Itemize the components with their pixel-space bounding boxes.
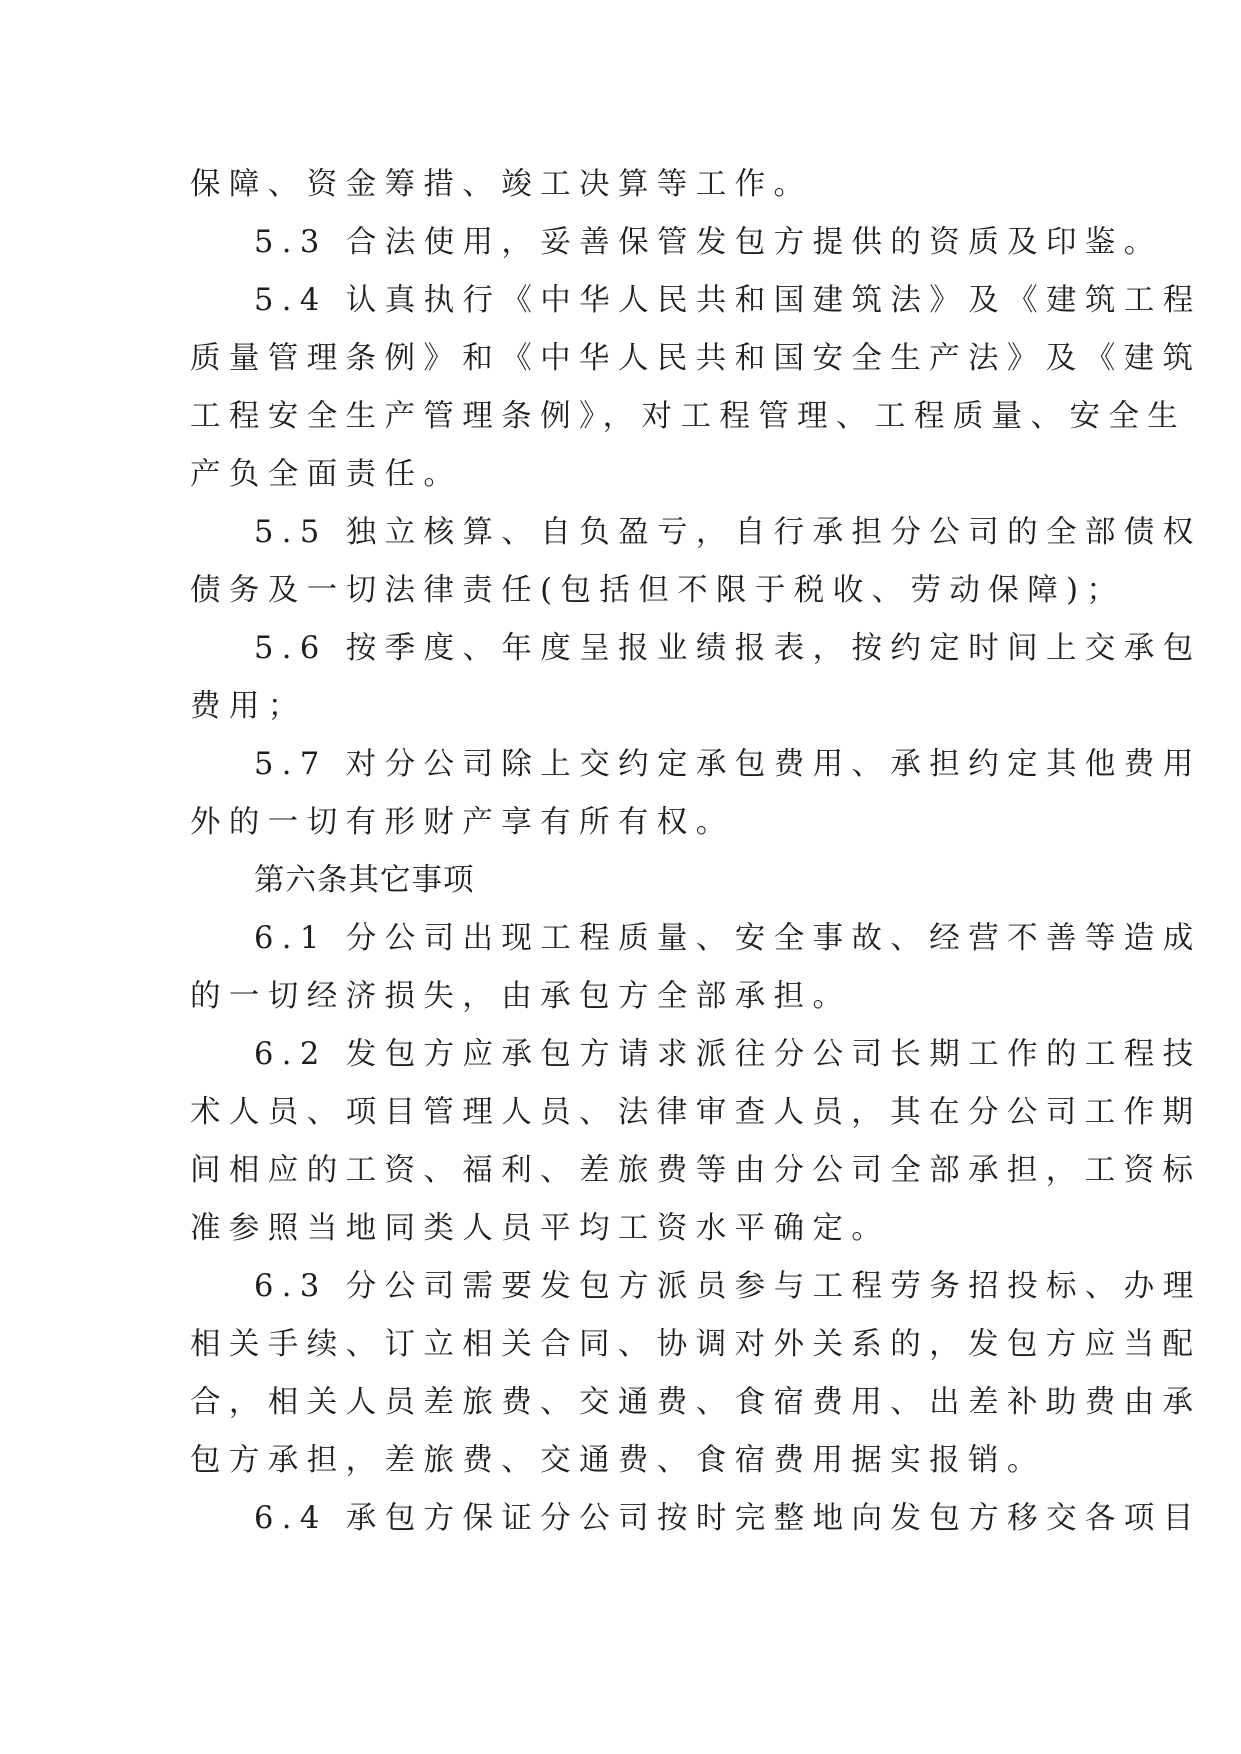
text-line: 5.7 对分公司除上交约定承包费用、承担约定其他费用: [254, 747, 1202, 782]
text-line: 外的一切有形财产享有所有权。: [190, 805, 735, 840]
paragraph-5-4: [190, 272, 1202, 330]
text-line: 6.2 发包方应承包方请求派往分公司长期工作的工程技: [254, 1037, 1202, 1072]
section-heading-6: [190, 852, 1050, 910]
text-line: 工程安全生产管理条例》，对工程管理、工程质量、安全生: [190, 399, 1187, 434]
text-line: 间相应的工资、福利、差旅费等由分公司全部承担，工资标: [190, 1153, 1202, 1188]
text-line: 6.1 分公司出现工程质量、安全事故、经营不善等造成: [254, 921, 1202, 956]
text-line: 6.3 分公司需要发包方派员参与工程劳务招投标、办理: [254, 1269, 1202, 1304]
paragraph-6-4: [190, 1490, 1202, 1548]
paragraph-6-2-cont: [190, 1084, 1202, 1258]
text-line: 的一切经济损失，由承包方全部承担。: [190, 979, 852, 1014]
document-body: [190, 156, 1202, 1548]
paragraph-5-5-cont: [190, 562, 1126, 620]
text-line: 术人员、项目管理人员、法律审查人员，其在分公司工作期: [190, 1095, 1202, 1130]
text-line: 债务及一切法律责任(包括但不限于税收、劳动保障)；: [190, 573, 1126, 608]
text-line: 相关手续、订立相关合同、协调对外关系的，发包方应当配: [190, 1327, 1202, 1362]
text-line: 5.3 合法使用，妥善保管发包方提供的资质及印鉴。: [254, 225, 1163, 260]
text-line: 6.4 承包方保证分公司按时完整地向发包方移交各项目: [254, 1501, 1202, 1536]
text-line: 合，相关人员差旅费、交通费、食宿费用、出差补助费由承: [190, 1385, 1202, 1420]
text-line: 5.5 独立核算、自负盈亏，自行承担分公司的全部债权: [254, 515, 1202, 550]
text-line: 产负全面责任。: [190, 457, 463, 492]
text-line: 包方承担，差旅费、交通费、食宿费用据实报销。: [190, 1443, 1046, 1478]
paragraph-5-6-cont: [190, 678, 1050, 736]
text-line: 保障、资金筹措、竣工决算等工作。: [190, 167, 813, 202]
paragraph-6-3: [190, 1258, 1202, 1316]
text-line: 准参照当地同类人员平均工资水平确定。: [190, 1211, 891, 1246]
paragraph-6-3-cont: [190, 1316, 1202, 1490]
heading-text: 第六条其它事项: [254, 863, 475, 898]
paragraph-5-3: [190, 214, 1163, 272]
text-line: 5.4 认真执行《中华人民共和国建筑法》及《建筑工程: [254, 283, 1202, 318]
paragraph-continued: [190, 156, 1050, 214]
paragraph-5-6: [190, 620, 1202, 678]
paragraph-5-5: [190, 504, 1202, 562]
text-line: 质量管理条例》和《中华人民共和国安全生产法》及《建筑: [190, 341, 1202, 376]
paragraph-6-2: [190, 1026, 1202, 1084]
text-line: 费用；: [190, 689, 307, 724]
paragraph-5-7-cont: [190, 794, 1050, 852]
paragraph-5-4-cont: [190, 330, 1202, 504]
paragraph-6-1-cont: [190, 968, 1050, 1026]
text-line: 5.6 按季度、年度呈报业绩报表，按约定时间上交承包: [254, 631, 1202, 666]
paragraph-5-7: [190, 736, 1202, 794]
paragraph-6-1: [190, 910, 1202, 968]
